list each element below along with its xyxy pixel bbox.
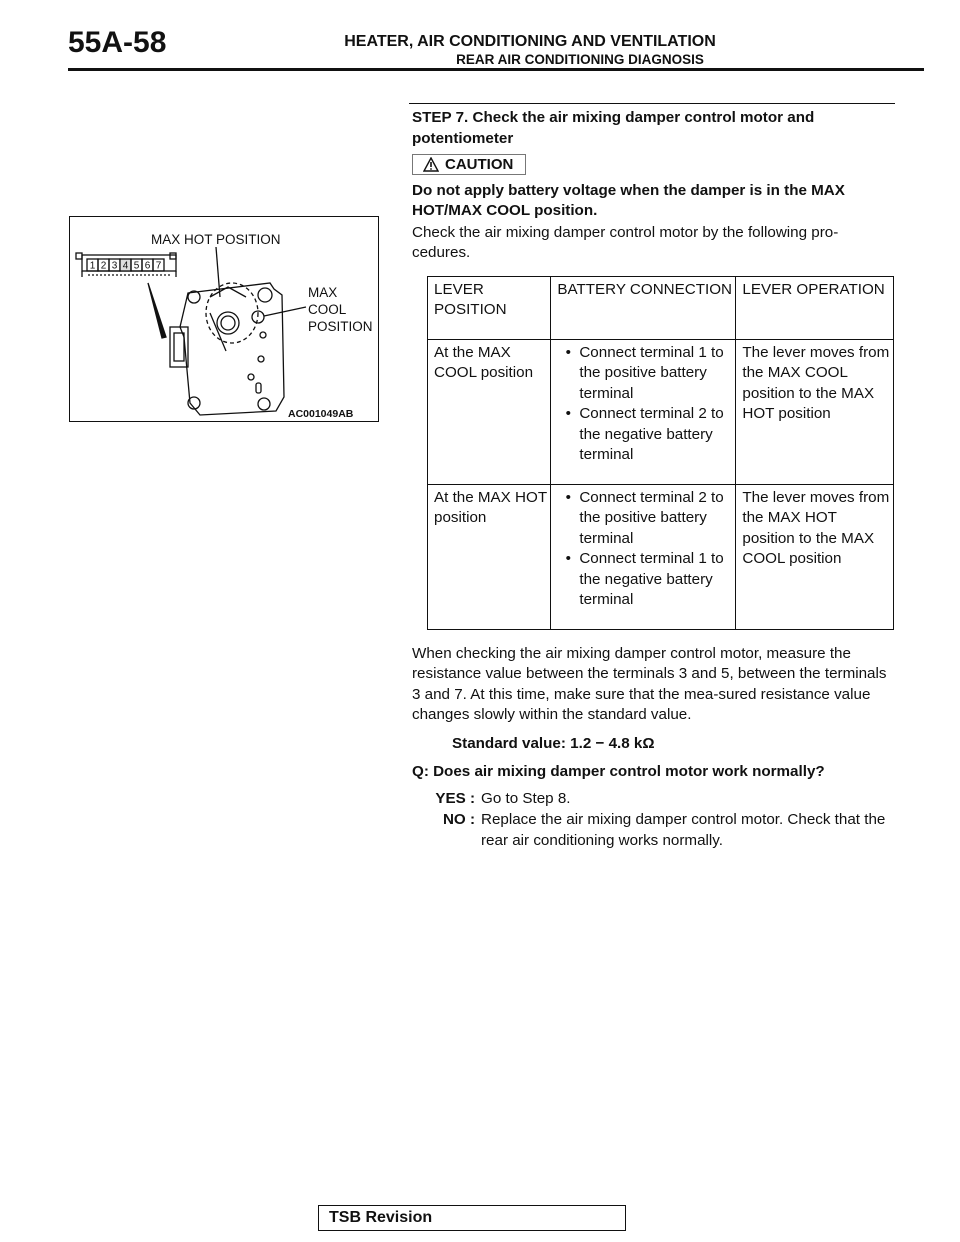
- bullet-icon: •: [565, 550, 571, 567]
- list-item: [557, 488, 732, 550]
- procedure-content: [412, 104, 896, 851]
- answer-no: [412, 810, 896, 851]
- header-rule: [68, 68, 924, 71]
- table-row: [428, 484, 894, 629]
- damper-motor-figure: [69, 216, 379, 422]
- cell-operation: The lever moves from the MAX COOL position to the MAX HOT position: [736, 339, 894, 484]
- bullet-text: Connect terminal 2 to the positive battery terminal: [579, 488, 724, 547]
- terminal-3-label: 3: [111, 260, 118, 272]
- figure-id: AC001049AB: [288, 408, 354, 420]
- procedure-intro: Check the air mixing damper control motor by the following pro-cedures.: [412, 223, 839, 261]
- max-cool-label-line2: COOL: [308, 302, 347, 317]
- list-item: [557, 343, 732, 405]
- cell-position: At the MAX HOT position: [428, 484, 551, 629]
- tsb-revision-footer: TSB Revision: [318, 1205, 626, 1231]
- list-item: [557, 404, 732, 466]
- header-lever-operation: LEVER OPERATION: [736, 276, 894, 339]
- terminal-2-label: 2: [100, 260, 107, 272]
- max-hot-label: MAX HOT POSITION: [151, 232, 281, 247]
- standard-value: Standard value: 1.2 − 4.8 kΩ: [452, 734, 655, 752]
- max-cool-label-line1: MAX: [308, 285, 338, 300]
- caution-label: CAUTION: [445, 156, 514, 173]
- bullet-icon: •: [565, 488, 571, 506]
- caution-box: [412, 154, 526, 175]
- terminal-4-label: 4: [122, 260, 129, 272]
- step-title: STEP 7. Check the air mixing damper control motor and potentiometer: [412, 109, 815, 147]
- cell-connection: [551, 484, 736, 629]
- yes-label: YES :: [435, 789, 475, 807]
- no-text: Replace the air mixing damper control motor. Check that the rear air conditioning works normally.: [481, 811, 886, 849]
- list-item: [557, 549, 732, 611]
- bullet-text: Connect terminal 1 to the negative battery terminal: [579, 550, 724, 608]
- header-lever-position: LEVER POSITION: [428, 276, 551, 339]
- warning-triangle-icon: [423, 157, 439, 172]
- table-header-row: [428, 276, 894, 339]
- terminal-5-label: 5: [133, 260, 140, 272]
- terminal-1-label: 1: [89, 260, 96, 272]
- answer-yes: [412, 789, 896, 810]
- page-number: 55A-58: [68, 26, 167, 59]
- yes-text: Go to Step 8.: [481, 789, 571, 807]
- terminal-6-label: 6: [144, 260, 151, 272]
- max-cool-label-line3: POSITION: [308, 319, 373, 334]
- cell-position: At the MAX COOL position: [428, 339, 551, 484]
- damper-motor-illustration: [70, 217, 378, 421]
- section-subtitle: REAR AIR CONDITIONING DIAGNOSIS: [456, 52, 704, 67]
- measure-paragraph: When checking the air mixing damper control motor, measure the resistance value between the terminals 3 and 5, between the terminals 3 and 7. At this time, make sure that the mea-sured resistance value changes slowly within the standard value.: [412, 644, 887, 723]
- cell-operation: The lever moves from the MAX HOT position to the MAX COOL position: [736, 484, 894, 629]
- bullet-text: Connect terminal 2 to the negative battery terminal: [579, 405, 724, 463]
- bullet-icon: •: [565, 343, 571, 361]
- lever-operation-table: [427, 276, 894, 630]
- terminal-7-label: 7: [155, 260, 162, 272]
- table-row: [428, 339, 894, 484]
- bullet-text: Connect terminal 1 to the positive battery terminal: [579, 343, 724, 402]
- section-title: HEATER, AIR CONDITIONING AND VENTILATION: [344, 33, 716, 50]
- no-label: NO :: [442, 811, 475, 828]
- header-battery-connection: BATTERY CONNECTION: [551, 276, 736, 339]
- caution-text: Do not apply battery voltage when the damper is in the MAX HOT/MAX COOL position.: [412, 181, 845, 219]
- cell-connection: [551, 339, 736, 484]
- question: Q: Does air mixing damper control motor work normally?: [412, 763, 825, 780]
- bullet-icon: •: [565, 405, 571, 422]
